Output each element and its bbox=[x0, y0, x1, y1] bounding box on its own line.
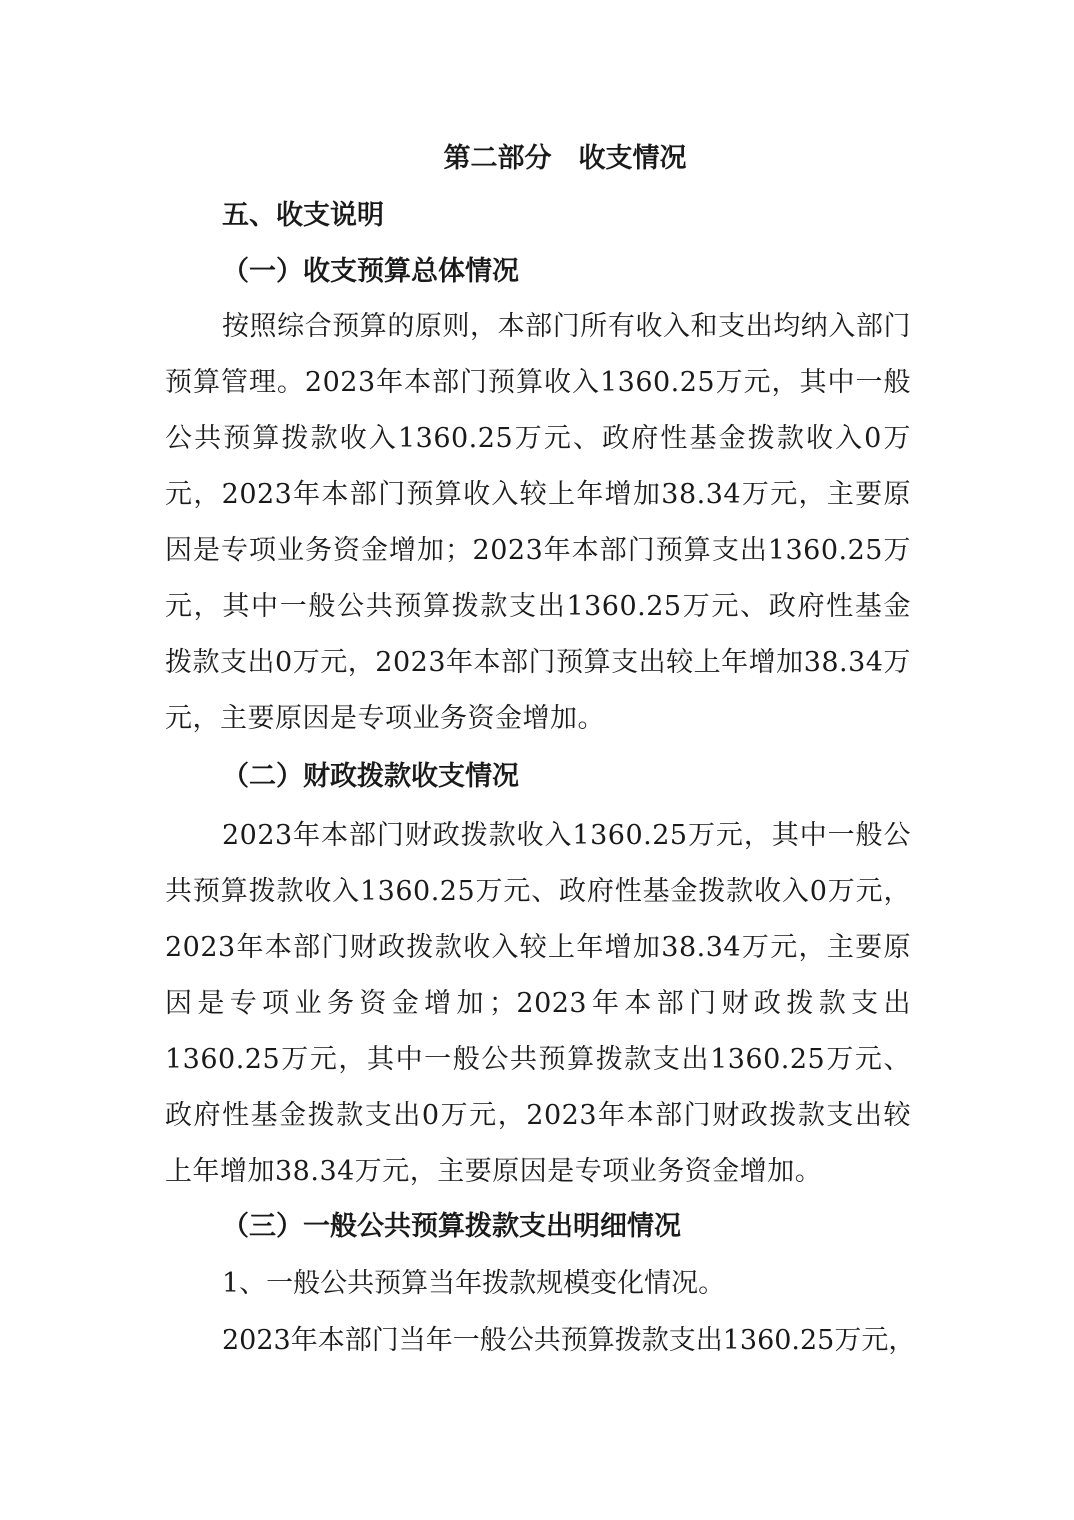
paragraph-fiscal-appropriation: 2023年本部门财政拨款收入1360.25万元，其中一般公共预算拨款收入1360.25万元、政府性基金拨款收入0万元，2023年本部门财政拨款收入较上年增加38.34万元，主要原因是专项业务资金增加；2023年本部门财政拨款支出1360.25万元，其中一般公共预算拨款支出1360.25万元、政府性基金拨款支出0万元，2023年本部门财政拨款支出较上年增加38.34万元，主要原因是专项业务资金增加。 bbox=[165, 820, 911, 1187]
subsection-heading-1: （一）收支预算总体情况 bbox=[222, 256, 519, 287]
subsection-heading-2: （二）财政拨款收支情况 bbox=[222, 761, 519, 792]
section-heading: 五、收支说明 bbox=[222, 200, 384, 231]
paragraph-line: 2023年本部门当年一般公共预算拨款支出1360.25万元， bbox=[222, 1325, 916, 1356]
subsection-heading-3: （三）一般公共预算拨款支出明细情况 bbox=[222, 1211, 681, 1242]
page-title: 第二部分 收支情况 bbox=[443, 143, 687, 174]
list-item: 1、一般公共预算当年拨款规模变化情况。 bbox=[222, 1268, 726, 1299]
paragraph-budget-overview: 按照综合预算的原则，本部门所有收入和支出均纳入部门预算管理。2023年本部门预算收入1360.25万元，其中一般公共预算拨款收入1360.25万元、政府性基金拨款收入0万元，2023年本部门预算收入较上年增加38.34万元，主要原因是专项业务资金增加；2023年本部门预算支出1360.25万元，其中一般公共预算拨款支出1360.25万元、政府性基金拨款支出0万元，2023年本部门预算支出较上年增加38.34万元，主要原因是专项业务资金增加。 bbox=[165, 311, 911, 734]
